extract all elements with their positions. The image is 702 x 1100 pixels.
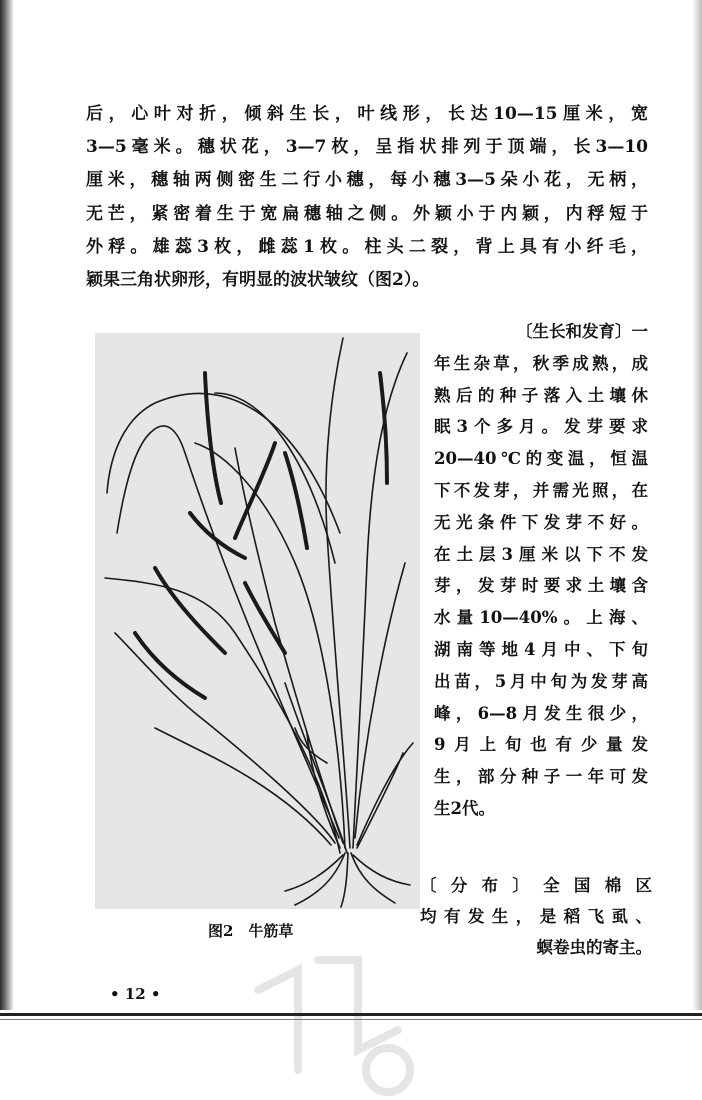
text-line: 20—40℃的变温，恒温: [434, 449, 648, 469]
text-line: 无芒，紧密着生于宽扁穗轴之侧。外颖小于内颖，内稃短于: [86, 203, 648, 224]
text-line: 眠3个多月。发芽要求: [434, 417, 648, 437]
text-line: 湖南等地4月中、下旬: [434, 639, 648, 659]
bottom-rule: [0, 1013, 702, 1016]
bottom-rule-thin: [0, 1019, 702, 1020]
text-line: 外稃。雄蕊3枚，雌蕊1枚。柱头二裂，背上具有小纤毛，: [86, 236, 648, 257]
text-line: 生，部分种子一年可发: [434, 767, 648, 787]
text-line: 后，心叶对折，倾斜生长，叶线形，长达10—15厘米，宽: [86, 104, 648, 124]
text-line: 均有发生，是稻飞虱、: [420, 907, 652, 926]
text-line: 水量10—40%。上海、: [434, 608, 648, 628]
text-line: 峰，6—8月发生很少，: [434, 703, 648, 723]
description-paragraph: [86, 98, 648, 297]
text-line: 熟后的种子落入土壤休: [434, 385, 648, 405]
text-line: 下不发芽，并需光照，在: [434, 480, 648, 500]
scan-edge-right: [692, 0, 702, 1010]
plant-drawing: [95, 333, 420, 909]
text-line: 颖果三角状卵形，有明显的波状皱纹（图2）。: [86, 270, 430, 291]
distribution-paragraph: [420, 870, 652, 963]
page-number: • 12 •: [110, 985, 161, 1003]
text-line: 在土层3厘米以下不发: [434, 544, 648, 564]
text-line: 芽，发芽时要求土壤含: [434, 576, 648, 596]
growth-paragraph: [434, 316, 648, 825]
figure-caption: 图2 牛筋草: [208, 922, 294, 940]
scan-edge-left: [0, 0, 14, 1010]
text-line: 3—5毫米。穗状花，3—7枚，呈指状排列于顶端，长3—10: [86, 137, 648, 158]
text-line: 螟卷虫的寄主。: [536, 938, 652, 957]
text-line: 生2代。: [434, 798, 495, 818]
section-heading-distribution: 〔分布〕全国棉区: [420, 876, 652, 895]
text-line: 出苗，5月中旬为发芽高: [434, 671, 648, 691]
section-heading-growth: 〔生长和发育〕一: [516, 322, 648, 341]
text-line: 年生杂草，秋季成熟，成: [434, 353, 648, 373]
text-line: 9月上旬也有少量发: [434, 735, 648, 755]
text-line: 厘米，穗轴两侧密生二行小穗，每小穗3—5朵小花，无柄，: [86, 170, 648, 191]
text-line: 无光条件下发芽不好。: [434, 512, 648, 532]
goosegrass-illustration: [95, 333, 420, 909]
